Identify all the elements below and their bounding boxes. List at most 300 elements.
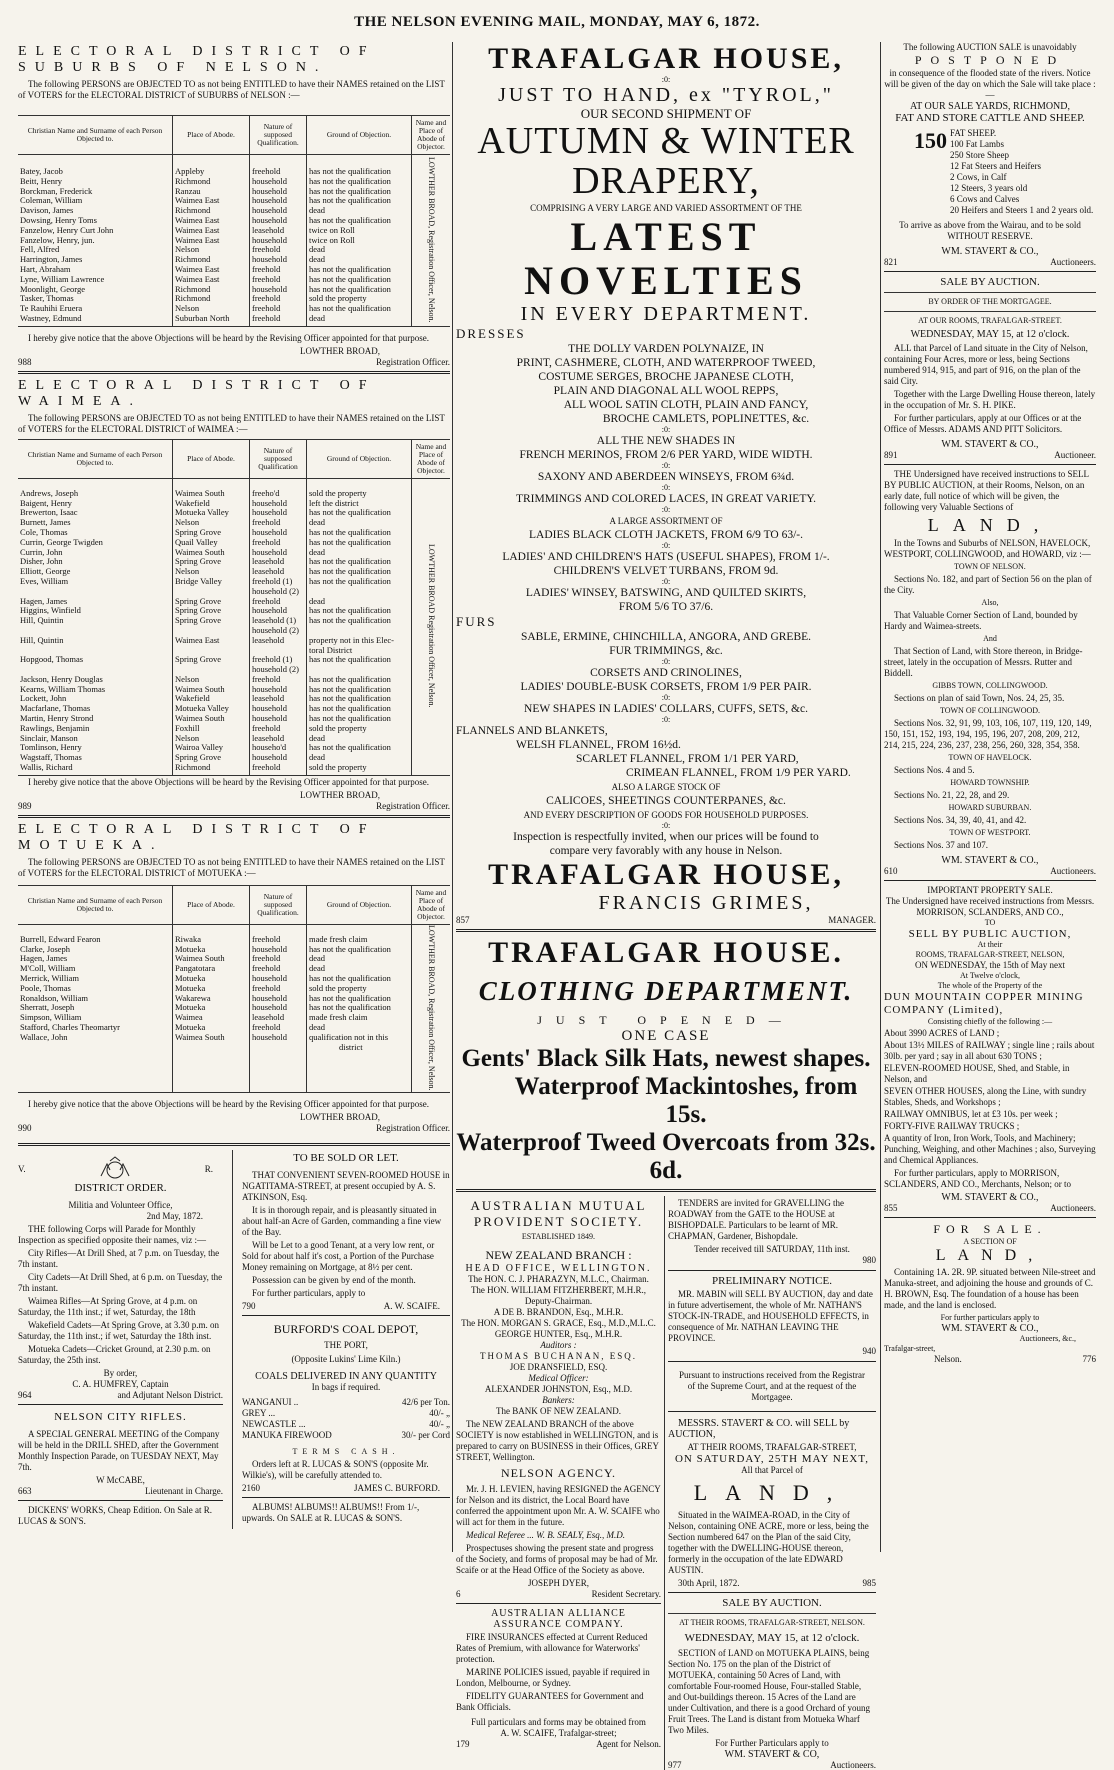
coal-title: BURFORD'S COAL DEPOT,: [273, 1322, 419, 1337]
copper-when: ON WEDNESDAY, the 15th of May next: [914, 960, 1066, 970]
waimea-title: ELECTORAL DISTRICT OF WAIMEA.: [18, 377, 376, 409]
forsale-sub: A SECTION OF: [963, 1237, 1017, 1246]
ad-number: 891: [884, 450, 898, 460]
copper-company: DUN MOUNTAIN COPPER MINING COMPANY (Limited),: [884, 991, 1084, 1016]
trafalgar-title: TRAFALGAR HOUSE,: [488, 42, 844, 75]
table-cell: Foxhill: [175, 722, 200, 733]
postponed-signature-title: Auctioneers.: [1050, 257, 1096, 267]
coal-signature: JAMES C. BURFORD.: [353, 1483, 440, 1494]
coal-item-price: 40/- „: [429, 1419, 450, 1430]
table-cell: twice on Roll: [309, 224, 355, 235]
table-cell: has not the qualification: [309, 556, 391, 567]
table-cell: Nelson: [175, 732, 200, 743]
divider: [18, 1404, 223, 1405]
table-cell: has not the qualification: [309, 703, 391, 714]
table-cell: has not the qualification: [309, 943, 391, 954]
divider: [18, 815, 450, 818]
table-cell: Waimea South: [175, 713, 225, 724]
hats-line: CHILDREN'S VELVET TURBANS, FROM 9d.: [553, 565, 779, 577]
suburbs-officer: Registration Officer.: [376, 356, 450, 367]
name-cell: [18, 924, 173, 1093]
table-cell: household: [252, 1031, 287, 1042]
table-header: [18, 439, 450, 478]
table-cell: household: [252, 683, 287, 694]
table-cell: freehold: [252, 933, 281, 944]
stavert-parcel: All that Parcel of: [741, 1465, 803, 1475]
stock-item: 12 Fat Steers and Heifers: [950, 161, 1041, 171]
copper-title: IMPORTANT PROPERTY SALE.: [927, 885, 1053, 895]
table-cell: Spring Grove: [175, 556, 222, 567]
table-cell: Coleman, William: [20, 195, 83, 206]
table-cell: has not the qualification: [309, 303, 391, 314]
table-cell: Currin, John: [20, 546, 63, 557]
copper-sell: SELL BY PUBLIC AUCTION,: [908, 928, 1072, 940]
to-let-p5: For further particulars, apply to: [252, 1288, 366, 1299]
sections-p1: In the Towns and Suburbs of NELSON, HAVELOCK, WESTPORT, COLLINGWOOD, and HOWARD, viz :—: [884, 538, 1091, 559]
table-cell: Motueka Valley: [175, 507, 229, 518]
order-date: 2nd May, 1872.: [146, 1211, 203, 1222]
ad-number: 821: [884, 257, 898, 267]
forsale-land: LAND,: [935, 1247, 1045, 1264]
stock-list: [950, 139, 1093, 216]
table-cell: Suburban North: [175, 312, 230, 323]
forsale-signature-4: Nelson.: [934, 1354, 962, 1364]
divider: [18, 1143, 450, 1146]
table-cell: Nelson: [175, 566, 200, 577]
separator: :0:: [661, 425, 671, 434]
sheep-count: 150: [914, 128, 947, 153]
qual-cell: [250, 155, 307, 327]
table-cell: Lockett, John: [20, 693, 67, 704]
mortgagee-order: BY ORDER OF THE MORTGAGEE.: [884, 292, 1096, 307]
coal-item-price: 30/- per Cord: [401, 1430, 450, 1441]
ad-number: 6: [456, 1589, 461, 1599]
coal-price-row: [242, 1419, 450, 1430]
table-cell: Richmond: [175, 283, 211, 294]
collars-line: NEW SHAPES IN LADIES' COLLARS, CUFFS, SETS, &c.: [524, 703, 808, 715]
copper-item: FORTY-FIVE RAILWAY TRUCKS ;: [884, 1121, 1020, 1131]
table-cell: leasehold: [252, 224, 285, 235]
table-cell: Beitt, Henry: [20, 175, 63, 186]
amp-established: ESTABLISHED 1849.: [521, 1232, 596, 1241]
table-cell: freehold: [252, 166, 281, 176]
divider: [456, 1603, 661, 1604]
order-motueka-cadets: Motueka Cadets—Cricket Ground, at 2.30 p.m. on Saturday, the 25th inst.: [18, 1344, 211, 1366]
motueka-intro: The following PERSONS are OBJECTED TO as not being ENTITLED to have their NAMES retained on the LIST of VOTERS for the ELECTORAL DISTRICT of MOTUEKA :—: [18, 856, 445, 878]
table-cell: Tasker, Thomas: [20, 293, 74, 304]
ad-number: 977: [668, 1760, 682, 1770]
amp-bank: The BANK OF NEW ZEALAND.: [495, 1406, 622, 1416]
table-cell: Kearns, William Thomas: [20, 683, 106, 694]
table-cell: Martin, Henry Strond: [20, 713, 94, 724]
table-cell: Burrell, Edward Fearon: [20, 933, 101, 944]
motueka-signature: LOWTHER BROAD,: [300, 1112, 380, 1123]
district-order-ad: [18, 1150, 223, 1400]
motueka-hearing: I hereby give notice that the above Objections will be heard by the Revising Officer appointed for that purpose.: [28, 1099, 429, 1110]
objector-cell: LOWTHER BROAD, Registration Officer, Nelson.: [412, 924, 451, 1093]
flannels-line: CALICOES, SHEETINGS COUNTERPANES, &c.: [546, 795, 786, 807]
table-cell: freehold: [252, 762, 281, 773]
amp-medical-label: Medical Officer:: [528, 1373, 589, 1383]
objector-cell: LOWTHER BROAD Registration Officer, Nelson.: [412, 478, 451, 775]
to-let-ad: [242, 1152, 450, 1311]
ad-number: 988: [18, 356, 32, 367]
table-cell: Stafford, Charles Theomartyr: [20, 1022, 121, 1033]
prelim-ad: [668, 1275, 876, 1357]
qual-cell: [250, 478, 307, 775]
table-cell: Fanzelow, Henry, jun.: [20, 234, 95, 245]
table-cell: household: [252, 752, 287, 763]
table-cell: sold the property: [309, 982, 367, 993]
table-cell: Spring Grove: [175, 605, 222, 616]
copper-item: ELEVEN-ROOMED HOUSE, Shed, and Stable, in Nelson, and: [884, 1063, 1070, 1084]
to-let-p3: Will be Let to a good Tenant, at a very low rent, or Sold for about half it's cost, a Portion of the Purchase Money remaining on Mortgage, at 8½ per cent.: [242, 1240, 435, 1273]
col-header: Name and Place of Abode of Objector.: [412, 439, 451, 478]
amp-signature-title: Resident Secretary.: [591, 1589, 661, 1599]
suburbs-hearing: I hereby give notice that the above Objections will be heard by the Revising Officer appointed for that purpose.: [28, 332, 429, 343]
stock-item: 100 Fat Lambs: [950, 139, 1004, 149]
table-cell: household: [252, 605, 287, 616]
to-let-p1: THAT CONVENIENT SEVEN-ROOMED HOUSE in NGATITAMA-STREET, at present occupied by A. S. ATKINSON, Esq.: [242, 1170, 450, 1203]
order-intro: THE following Corps will Parade for Monthly Inspection as specified opposite their names, viz :—: [18, 1224, 206, 1246]
table-cell: Spring Grove: [175, 526, 222, 537]
coal-item-price: 42/6 per Ton.: [402, 1397, 450, 1408]
copper-whole: The whole of the Property of the: [937, 981, 1043, 990]
table-cell: household: [252, 973, 287, 984]
table-cell: leasehold: [252, 693, 285, 704]
table-cell: freehold: [252, 263, 281, 274]
amp-p7: Mr. J. H. LEVIEN, having RESIGNED the AGENCY for Nelson and its district, the Local Board have conferred the appointment upon Mr. A. W. SCAIFE who will act for them in the future.: [456, 1484, 661, 1527]
table-cell: dead: [309, 963, 326, 974]
amp-p6: The NEW ZEALAND BRANCH of the above SOCIETY is now established in WELLINGTON, and is prepared to carry on BUSINESS in their Offices, GREY STREET, Wellington.: [456, 1419, 659, 1462]
table-cell: Burnett, James: [20, 517, 71, 528]
motueka-notice: [18, 822, 450, 1134]
col-header: Ground of Objection.: [307, 116, 412, 155]
table-cell: freehold (1): [252, 654, 293, 665]
table-cell: househo'd: [252, 742, 287, 753]
silk-hats: Gents' Black Silk Hats, newest shapes.: [461, 1045, 871, 1072]
table-cell: has not the qualification: [309, 992, 391, 1003]
table-cell: has not the qualification: [309, 536, 391, 547]
table-cell: M'Coll, William: [20, 963, 76, 974]
table-cell: Waimea South: [175, 487, 225, 498]
table-cell: Elliott, George: [20, 566, 71, 577]
table-cell: Richmond: [175, 293, 211, 304]
table-cell: sold the property: [309, 762, 367, 773]
dress-line: BROCHE CAMLETS, POPLINETTES, &c.: [602, 413, 810, 425]
coal-terms: TERMS CASH.: [292, 1447, 400, 1457]
rifles-body: A SPECIAL GENERAL MEETING of the Company will be held in the DRILL SHED, after the Government Monthly Inspection Parade, on TUESDAY NEXT, May 7th.: [18, 1429, 220, 1473]
stock-item: 6 Cows and Calves: [950, 194, 1020, 204]
clothing-title: TRAFALGAR HOUSE.: [488, 936, 844, 969]
table-cell: Tomlinson, Henry: [20, 742, 82, 753]
coal-price-row: [242, 1430, 450, 1441]
winseys-line: SAXONY AND ABERDEEN WINSEYS, FROM 6¾d.: [537, 471, 795, 483]
sale-signature-title: Auctioneers.: [830, 1760, 876, 1770]
dress-line: ALL WOOL SATIN CLOTH, PLAIN AND FANCY,: [563, 399, 809, 411]
forsale-title: FOR SALE.: [933, 1222, 1047, 1236]
table-cell: Hagen, James: [20, 953, 68, 964]
ad-number: 857: [456, 915, 470, 925]
copper-at: At their: [977, 940, 1003, 949]
column-rule: [232, 1150, 233, 1529]
copper-item: About 13½ MILES of RAILWAY ; single line ; rails about 30lb. per yard ; say in all about 630 TONS ;: [884, 1040, 1095, 1061]
trafalgar-title-2: TRAFALGAR HOUSE,: [488, 858, 844, 891]
sections-signature-title: Auctioneers.: [1050, 866, 1096, 876]
coal-item-name: WANGANUI ..: [242, 1397, 299, 1408]
coal-sub: THE PORT,: [324, 1340, 368, 1351]
ad-number: 663: [18, 1486, 32, 1497]
just-opened: JUST OPENED—: [537, 1013, 795, 1027]
postponed-p4: FAT AND STORE CATTLE AND SHEEP.: [895, 112, 1085, 124]
column-rule: [880, 42, 881, 1552]
stavert-land: LAND,: [693, 1480, 851, 1505]
table-cell: sold the property: [309, 293, 367, 304]
sections-list: Sections Nos. 32, 91, 99, 103, 106, 107, 119, 120, 149, 150, 151, 152, 193, 194, 195, 196, 207, 208, 209, 212, 214, 215, 224, 236, 237, 238, 256, 260, 328, 354, 358.: [884, 718, 1092, 750]
prelim-body: MR. MABIN will SELL BY AUCTION, day and date in future advertisement, the whole of Mr. NATHAN'S STOCK-IN-TRADE, and HOUSEHOLD EFFECTS, in consequence of Mr. NATHAN LEAVING THE PROVINCE.: [668, 1289, 873, 1343]
department-headline: IN EVERY DEPARTMENT.: [520, 303, 812, 325]
albums-ad: ALBUMS! ALBUMS!! ALBUMS!! From 1/-, upwards. On SALE at R. LUCAS & SON'S.: [242, 1502, 420, 1524]
coal-price-list: [242, 1397, 450, 1441]
table-cell: has not the qualification: [309, 283, 391, 294]
sections-list: That Section of Land, with Store thereon, in Bridge-street, lately in the occupation of Messrs. Rutter and Biddell.: [884, 646, 1083, 678]
table-row: [18, 155, 450, 327]
table-cell: has not the qualification: [309, 566, 391, 577]
stock-item: 20 Heifers and Steers 1 and 2 years old.: [950, 205, 1094, 215]
district-order-title: DISTRICT ORDER.: [74, 1182, 167, 1195]
sections-list: Sections Nos. 34, 39, 40, 41, and 42.: [894, 815, 1027, 825]
divider: [668, 1361, 876, 1362]
town-heading: TOWN OF NELSON.: [954, 562, 1026, 571]
mortgagee-signature-title: Auctioneer.: [1054, 450, 1096, 460]
alliance-signature-title: Agent for Nelson.: [596, 1739, 661, 1749]
coal-price-row: [242, 1408, 450, 1419]
furs-line: SABLE, ERMINE, CHINCHILLA, ANGORA, AND GREBE.: [520, 631, 812, 643]
table-cell: qualification not in this: [309, 1031, 389, 1042]
forsale-signature-3: Trafalgar-street,: [884, 1344, 936, 1353]
ad-number: 990: [18, 1123, 32, 1134]
col-header: Place of Abode.: [173, 885, 250, 924]
table-cell: has not the qualification: [309, 615, 391, 626]
table-cell: Nelson: [175, 517, 200, 528]
table-cell: Motueka: [175, 982, 206, 993]
table-cell: dead: [309, 546, 326, 557]
amp-medical: ALEXANDER JOHNSTON, Esq., M.D.: [484, 1384, 633, 1394]
table-header: [18, 116, 450, 155]
copper-consisting: Consisting chiefly of the following :—: [927, 1017, 1053, 1026]
table-cell: made fresh claim: [309, 933, 368, 944]
name-cell: [18, 478, 173, 775]
masthead: THE NELSON EVENING MAIL, MONDAY, MAY 6, 1872.: [354, 14, 760, 30]
motueka-officer: Registration Officer.: [376, 1123, 450, 1134]
postponed-p3: AT OUR SALE YARDS, RICHMOND,: [909, 101, 1071, 112]
table-cell: sold the property: [309, 487, 367, 498]
mortgagee-body3: For further particulars, apply at our Offices or at the Office of Messrs. ADAMS AND PITT Solicitors.: [884, 413, 1082, 434]
clothing-dept: CLOTHING DEPARTMENT.: [478, 976, 854, 1006]
col-header: Place of Abode.: [173, 439, 250, 478]
flannels-line: ALSO A LARGE STOCK OF: [611, 782, 721, 792]
table-cell: household: [252, 992, 287, 1003]
suburbs-intro: The following PERSONS are OBJECTED TO as not being ENTITLED to have their NAMES retained on the LIST of VOTERS for the ELECTORAL DISTRICT of SUBURBS of NELSON :—: [18, 79, 445, 100]
column-left: [18, 42, 450, 1552]
left-subcolumn: [18, 1150, 223, 1529]
copper-item: About 3990 ACRES of LAND ;: [884, 1028, 1000, 1038]
suburbs-notice: [18, 44, 450, 367]
stock-item: 12 Steers, 3 years old: [950, 183, 1028, 193]
column-middle: [456, 42, 876, 1770]
divider: [884, 880, 1096, 881]
table-cell: freehold: [252, 595, 281, 606]
table-cell: has not the qualification: [309, 214, 391, 225]
waimea-hearing: I hereby give notice that the above Objections will be heard by the Revising Officer appointed for that purpose.: [28, 776, 429, 787]
suburbs-table: [18, 115, 450, 327]
divider: [884, 271, 1096, 272]
table-cell: Wakefield: [175, 497, 210, 508]
sections-list: That Valuable Corner Section of Land, bounded by Hardy and Waimea-streets.: [884, 610, 1078, 631]
table-cell: has not the qualification: [309, 526, 391, 537]
table-cell: dead: [309, 752, 326, 763]
table-cell: household: [252, 497, 287, 508]
table-cell: household: [252, 703, 287, 714]
order-waimea-rifles: Waimea Rifles—At Spring Grove, at 4 p.m. on Saturday, the 11th inst.; if wet, Saturday, the 18th: [18, 1296, 198, 1318]
stavert-p1: MESSRS. STAVERT & CO. will SELL by AUCTION,: [668, 1418, 850, 1440]
stavert-rooms: AT THEIR ROOMS, TRAFALGAR-STREET,: [687, 1442, 857, 1452]
stavert-date: ON SATURDAY, 25TH MAY NEXT,: [674, 1453, 870, 1465]
lower-left-ads: [18, 1150, 450, 1529]
table-cell: has not the qualification: [309, 507, 391, 518]
table-cell: Motueka: [175, 943, 206, 954]
royal-v: V.: [18, 1163, 26, 1174]
objector-cell: LOWTHER BROAD, Registration Officer, Nelson.: [412, 155, 451, 327]
dress-line: THE DOLLY VARDEN POLYNAIZE, IN: [568, 343, 764, 355]
col-header: Nature of supposed Qualification.: [250, 885, 307, 924]
table-cell: Wakarewa: [175, 992, 211, 1003]
table-cell: Simpson, William: [20, 1012, 82, 1023]
table-cell: Hagen, James: [20, 595, 68, 606]
reserve: WITHOUT RESERVE.: [947, 231, 1033, 241]
table-cell: household: [252, 546, 287, 557]
table-cell: Waimea East: [175, 263, 220, 274]
table-cell: household: [252, 185, 287, 196]
table-cell: Riwaka: [175, 933, 201, 944]
order-city-cadets: City Cadets—At Drill Shed, at 6 p.m. on Tuesday, the 7th instant.: [18, 1272, 223, 1294]
sections-ad: [884, 469, 1096, 876]
mortgagee-title: SALE BY AUCTION.: [940, 276, 1040, 288]
coal-item-name: GREY ...: [242, 1408, 276, 1419]
table-cell: freehold: [252, 517, 281, 528]
col-header: Ground of Objection.: [307, 439, 412, 478]
table-cell: dead: [309, 517, 326, 528]
table-cell: household (2): [252, 664, 299, 675]
waimea-officer: Registration Officer.: [376, 800, 450, 811]
table-cell: Poole, Thomas: [20, 982, 71, 993]
table-cell: Motueka: [175, 973, 206, 984]
ad-number: 610: [884, 866, 898, 876]
mortgagee-body: ALL that Parcel of Land situate in the City of Nelson, containing Four Acres, more or less, being Sections numbered 914, 915, and part of 916, on the plan of the said City.: [884, 343, 1088, 386]
waimea-intro: The following PERSONS are OBJECTED TO as not being ENTITLED to have their NAMES retained on the LIST of VOTERS for the ELECTORAL DISTRICT of WAIMEA :—: [18, 412, 445, 434]
table-cell: has not the qualification: [309, 973, 391, 984]
table-cell: Fanzelow, Henry Curt John: [20, 224, 114, 235]
table-cell: Quail Valley: [175, 536, 218, 547]
abode-cell: [173, 478, 250, 775]
amp-p8: Medical Referee ... W. B. SEALY, Esq., M.D.: [466, 1530, 626, 1540]
table-cell: Waimea East: [175, 224, 220, 235]
table-header: [18, 885, 450, 924]
rifles-signature: W McCABE,: [96, 1475, 145, 1486]
table-cell: has not the qualification: [309, 693, 391, 704]
copper-item: RAILWAY OMNIBUS, let at £3 10s. per week ;: [884, 1109, 1058, 1119]
separator: :0:: [661, 541, 671, 550]
postponed-title: POSTPONED: [914, 53, 1066, 67]
divider: [18, 371, 450, 374]
sale-signature: WM. STAVERT & CO,: [724, 1749, 820, 1760]
and: And: [983, 634, 997, 643]
to-let-signature: A. W. SCAIFE.: [383, 1301, 440, 1312]
novelties-headline: LATEST NOVELTIES: [524, 214, 808, 303]
table-cell: has not the qualification: [309, 654, 391, 665]
dress-line: PLAIN AND DIAGONAL ALL WOOL REPPS,: [553, 385, 779, 397]
table-cell: dead: [309, 732, 326, 743]
ad-number: 790: [242, 1301, 256, 1312]
table-cell: dead: [309, 205, 326, 216]
table-cell: dead: [309, 1022, 326, 1033]
mortgagee-when: WEDNESDAY, MAY 15, at 12 o'clock.: [910, 329, 1070, 340]
table-cell: Baigent, Henry: [20, 497, 72, 508]
coal-item-name: MANUKA FIREWOOD: [242, 1430, 332, 1441]
table-cell: leasehold (1): [252, 615, 297, 626]
separator: :0:: [661, 461, 671, 470]
table-cell: household: [252, 234, 287, 245]
table-cell: Pangatotara: [175, 963, 216, 974]
table-cell: Waimea East: [175, 214, 220, 225]
corsets-line: LADIES' DOUBLE-BUSK CORSETS, FROM 1/9 PER PAIR.: [520, 681, 812, 693]
table-cell: Macfarlane, Thomas: [20, 703, 91, 714]
ground-cell: [307, 155, 412, 327]
flannels-line: AND EVERY DESCRIPTION OF GOODS FOR HOUSEHOLD PURPOSES.: [523, 810, 809, 820]
right-subcolumn: [668, 1196, 876, 1770]
manager: MANAGER.: [828, 915, 876, 925]
divider: [668, 1270, 876, 1271]
table-cell: Borckman, Frederick: [20, 185, 93, 196]
sale-further: For Further Particulars apply to: [715, 1738, 829, 1748]
table-cell: Waimea East: [175, 273, 220, 284]
divider: [884, 1217, 1096, 1218]
table-cell: freehold (1): [252, 575, 293, 586]
table-cell: Waimea South: [175, 1031, 225, 1042]
royal-crest-icon: [98, 1156, 132, 1182]
table-cell: sold the property: [309, 722, 367, 733]
table-cell: dead: [309, 953, 326, 964]
table-cell: has not the qualification: [309, 673, 391, 684]
alliance-marine: MARINE POLICIES issued, payable if required in London, Melbourne, or Sydney.: [456, 1667, 650, 1688]
copper-signature: WM. STAVERT & CO.,: [941, 1192, 1039, 1203]
table-cell: Richmond: [175, 175, 211, 186]
skirts-line: LADIES' WINSEY, BATSWING, AND QUILTED SKIRTS,: [525, 587, 807, 599]
table-cell: Batey, Jacob: [20, 166, 63, 176]
table-cell: Merrick, William: [20, 973, 79, 984]
waimea-signature: LOWTHER BROAD,: [300, 789, 380, 800]
coal-item-name: NEWCASTLE ...: [242, 1419, 306, 1430]
order-signature: C. A. HUMFREY, Captain: [72, 1379, 169, 1390]
town-heading: TOWN OF COLLINGWOOD.: [939, 706, 1041, 715]
copper-item: A quantity of Iron, Iron Work, Tools, and Machinery; Punching, Weighing, and other Machines ; also, Surveying and Chemical Appliances.: [884, 1133, 1096, 1165]
pursuant-notice: Pursuant to instructions received from the Registrar of the Supreme Court, and at the request of the Mortgagee.: [679, 1370, 865, 1402]
motueka-title: ELECTORAL DISTRICT OF MOTUEKA.: [18, 821, 376, 853]
alliance-fire: FIRE INSURANCES effected at Current Reduced Rates of Premium, with allowance for Waterworks' protection.: [456, 1632, 648, 1664]
corsets-line: CORSETS AND CRINOLINES,: [590, 667, 742, 679]
copper-further: For further particulars, apply to MORRISON, SCLANDERS, AND CO., Merchants, Nelson; or to: [884, 1168, 1071, 1189]
table-cell: Waimea East: [175, 234, 220, 245]
